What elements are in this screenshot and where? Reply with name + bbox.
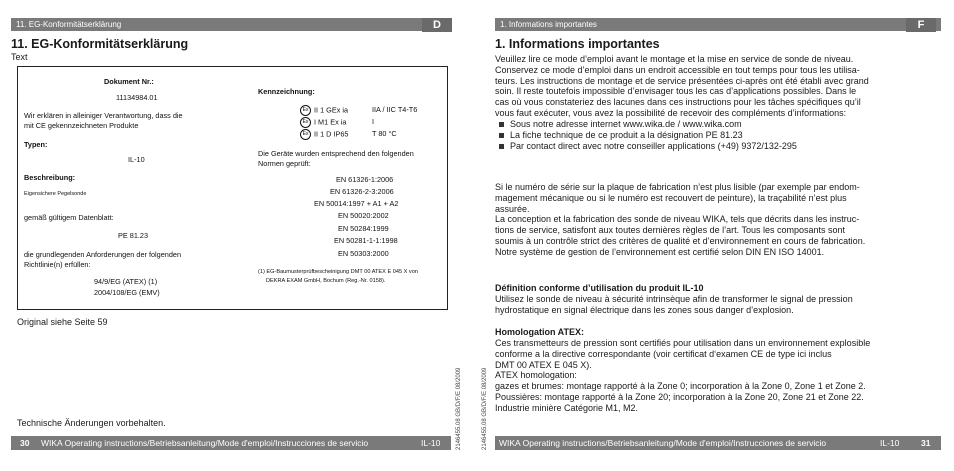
doc-label: Dokument Nr.: [104,77,154,86]
directive-atex: 94/9/EG (ATEX) (1) [94,277,158,286]
paragraph-line: Industrie minière Catégorie M1, M2. [495,402,639,413]
intro-line: soin. Il reste toutefois impossible d’envisager tous les cas d’applications possibles. Dans le [495,86,857,97]
marking-row-3 [300,129,348,140]
section-header-bar [495,18,941,31]
standard-6: EN 50281-1-1:1998 [334,236,398,245]
certificate-footnote-1: (1) EG-Baumusterprüfbescheinigung DMT 00 ATEX E 045 X von [258,269,418,275]
language-badge: F [906,18,936,32]
marking-3-class: T 80 °C [372,129,397,138]
paragraph-line: Ces transmetteurs de pression sont certifiés pour utilisation dans un environnement explosible [495,338,871,348]
datasheet-value: PE 81.23 [118,231,149,240]
standard-7: EN 50303:2000 [338,249,389,258]
atex-heading: Homologation ATEX: [495,327,584,337]
document-code: 2146455.08 GB/D/F/E 08/2009 [482,367,488,450]
paragraph-line: La conception et la fabrication des sonde de niveau WIKA, tels que décrits dans les instruc- [495,214,860,225]
directive-emv: 2004/108/EG (EMV) [94,288,160,297]
document-code: 2146455.08 GB/D/F/E 08/2009 [456,367,462,450]
footer-model: IL-10 [421,438,441,448]
list-item: Par contact direct avec notre conseiller applications (+49) 9372/132-295 [498,141,797,152]
marking-1-class: IIA / IIC T4-T6 [372,105,418,114]
page-title: 11. EG-Konformitätserklärung [11,37,189,51]
changes-note: Technische Änderungen vorbehalten. [17,418,166,428]
paragraph-line: soumis à un contrôle strict des critères de qualité et d’environnement en cours de fabrication. [495,235,866,246]
serial-paragraph [495,182,865,258]
requirements-line1: die grundlegenden Anforderungen der folgenden [24,250,182,259]
standard-2: EN 61326-2-3:2006 [330,187,394,196]
page-number: 31 [921,438,931,448]
tested-line1: Die Geräte wurden entsprechend den folgenden [258,149,414,158]
atex-paragraph [495,338,870,414]
description-label: Beschreibung: [24,173,76,182]
footer-bar [11,436,451,450]
declaration-line1: Wir erklären in alleiniger Verantwortung, dass die [24,111,183,120]
page-title: 1. Informations importantes [495,37,660,51]
footer-text: WIKA Operating instructions/Betriebsanleitung/Mode d'emploi/Instrucciones de servicio [499,438,827,448]
description-value: Eigensichere Pegelsonde [24,191,87,197]
standard-5: EN 50284:1999 [338,224,389,233]
paragraph-line: assurée. [495,203,530,214]
intended-use-paragraph [495,294,853,316]
intro-line: Veuillez lire ce mode d’emploi avant le montage et la mise en service de sonde de niveau. [495,54,854,64]
marking-1-code: II 1 GEx ia [314,105,349,115]
ex-symbol-icon: Ex [300,129,311,140]
standard-3: EN 50014:1997 + A1 + A2 [314,199,399,208]
page-subtitle: Text [11,52,28,62]
paragraph-line: hydrostatique en signal électrique dans les zones sous danger d’explosion. [495,304,794,315]
marking-row-1 [300,105,348,116]
paragraph-line: DMT 00 ATEX E 045 X). [495,359,592,370]
original-note: Original siehe Seite 59 [17,317,108,327]
intro-paragraph [495,54,869,119]
language-badge: D [422,18,452,32]
paragraph-line: Notre système de gestion de l’environnement est certifié selon DIN EN ISO 14001. [495,246,825,257]
footer-text: WIKA Operating instructions/Betriebsanleitung/Mode d'emploi/Instrucciones de servicio [41,438,369,448]
marking-row-2 [300,117,346,128]
certificate-footnote-2: DEKRA EXAM GmbH, Bochum (Reg.-Nr. 0158). [266,278,386,284]
paragraph-line: tions de service, satisfont aux toutes dernières règles de l’art. Tous les composants sont [495,225,846,236]
tested-line2: Normen geprüft: [258,159,311,168]
types-label: Typen: [24,140,48,149]
paragraph-line: Si le numéro de série sur la plaque de fabrication n’est plus lisible (par exemple par endom- [495,182,860,192]
footer-model: IL-10 [880,438,900,448]
marking-2-class: I [372,117,375,126]
left-page [0,0,466,471]
paragraph-line: Poussières: montage rapporté à la Zone 20; incorporation à la Zone 20, Zone 21 et Zone 22. [495,391,864,402]
intro-line: teurs. Les instructions de montage et de service présentées ci-après ont été établi avec grand [495,75,869,86]
marking-label: Kennzeichnung: [258,87,315,96]
intended-use-heading: Définition conforme d’utilisation du produit IL-10 [495,283,704,293]
standard-1: EN 61326-1:2006 [336,175,394,184]
intro-line: vous faut exécuter, vous avez la possibilité de recevoir des compléments d’informations: [495,107,847,118]
section-header-label: 11. EG-Konformitätserklärung [16,20,122,29]
paragraph-line: magement mécanique ou si le numéro est recouvert de peinture), la traçabilité n’est plus [495,192,847,203]
list-item: Sous notre adresse internet www.wika.de / www.wika.com [498,119,797,130]
doc-number: 11134984.01 [116,93,158,102]
list-item: La fiche technique de ce produit a la désignation PE 81.23 [498,130,797,141]
standard-4: EN 50020:2002 [338,211,389,220]
intro-line: Conservez ce mode d’emploi dans un endroit accessible en tout temps pour tous les utilisa- [495,64,860,75]
page-number: 30 [20,438,30,448]
ex-symbol-icon: Ex [300,105,311,116]
datasheet-label: gemäß gültigem Datenblatt: [24,213,114,222]
declaration-line2: mit CE gekennzeichneten Produkte [24,121,139,130]
paragraph-line: conforme a la directive correspondante (voir certificat d‘examen CE de type ici inclus [495,348,832,359]
declaration-certificate [17,66,448,310]
section-header-label: 1. Informations importantes [500,20,597,29]
type-value: IL-10 [128,155,145,164]
paragraph-line: ATEX homologation: [495,370,577,381]
info-list [498,119,797,151]
right-page [482,0,954,471]
footer-bar [495,436,941,450]
paragraph-line: gazes et brumes: montage rapporté à la Zone 0; incorporation à la Zone 0, Zone 1 et Zone 2. [495,381,866,392]
paragraph-line: Utilisez le sonde de niveau à sécurité intrinsèque afin de transformer le signal de pression [495,294,853,304]
ex-symbol-icon: Ex [300,117,311,128]
section-header-bar [11,18,436,31]
intro-line: cas où vous constateriez des lacunes dans ces instructions pour les tâches spécifiques qu’il [495,97,861,108]
marking-3-code: II 1 D IP65 [314,129,349,139]
requirements-line2: Richtlinie(n) erfüllen: [24,260,91,269]
marking-2-code: I M1 Ex ia [314,117,347,127]
